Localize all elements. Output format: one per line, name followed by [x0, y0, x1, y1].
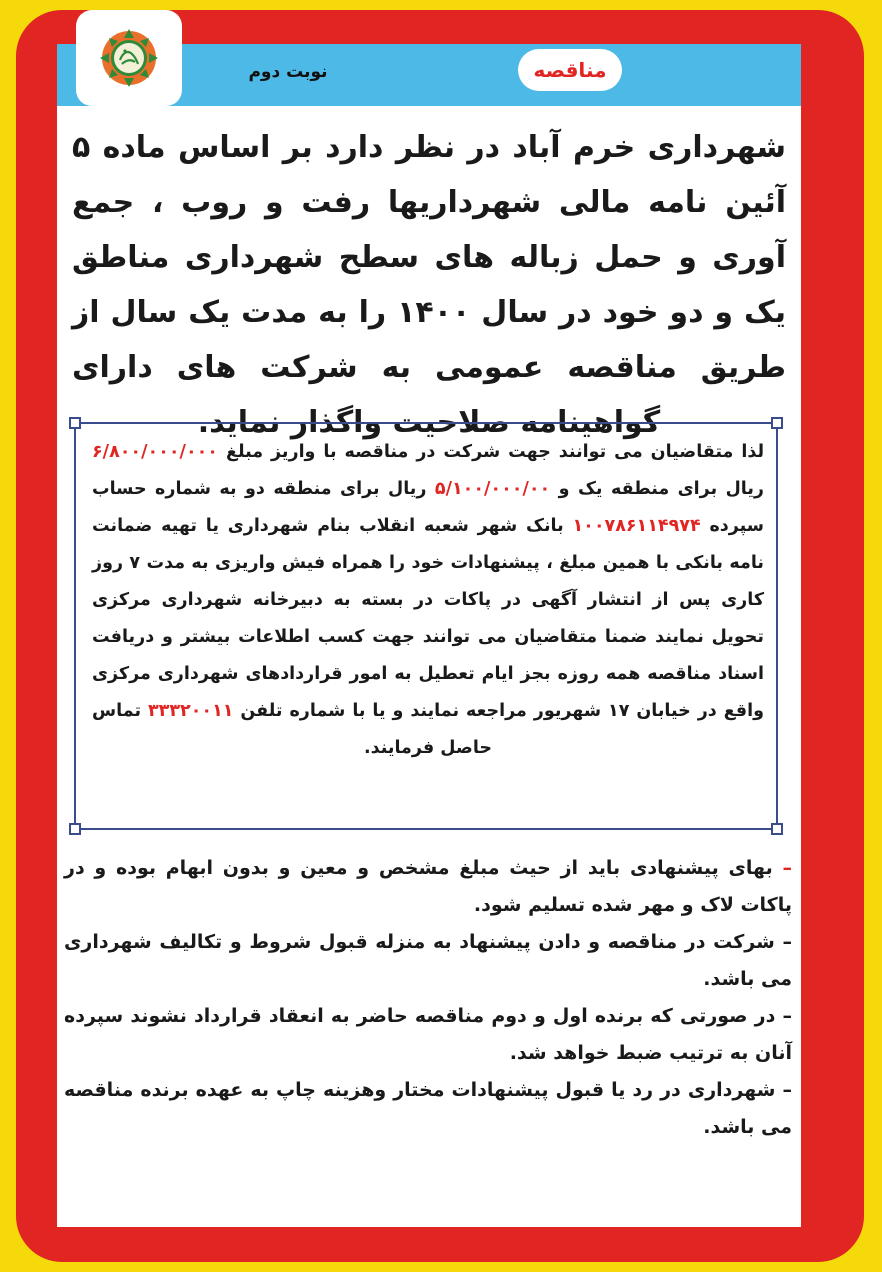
corner-ornament — [69, 417, 81, 429]
bullet-dash: – — [782, 1005, 792, 1027]
account-number: ۱۰۰۷۸۶۱۱۴۹۷۴ — [572, 516, 701, 536]
condition-text: شرکت در مناقصه و دادن پیشنهاد به منزله قبول شروط و تکالیف شهرداری می باشد. — [64, 931, 792, 990]
headline: شهرداری خرم آباد در نظر دارد بر اساس ماده ۵ آئین نامه مالی شهرداریها رفت و روب ، جمع آوری و حمل زباله های سطح شهرداری مناطق یک و دو خود در سال ۱۴۰۰ را به مدت یک سال از طریق مناقصه عمومی به شرکت های دارای گواهینامه صلاحیت واگذار نماید. — [72, 130, 786, 440]
conditions-list — [64, 850, 792, 1146]
condition-item — [64, 850, 792, 924]
municipality-emblem-icon — [98, 27, 160, 89]
tender-badge: مناقصه — [518, 49, 622, 91]
details-body: بانک شهر شعبه انقلاب بنام شهرداری یا تهیه ضمانت نامه بانکی با همین مبلغ ، پیشنهادات خود را همراه فیش واریزی به مدت ۷ روز کاری پس از انتشار آگهی در پاکات در بسته به دبیرخانه شهرداری مرکزی تحویل نمایند ضمنا متقاضیان می توانند جهت کسب اطلاعات بیشتر و دریافت اسناد مناقصه همه روزه بجز ایام تعطیل به امور قراردادهای شهرداری مرکزی واقع در خیابان ۱۷ شهریور مراجعه نمایند و یا با شماره تلفن — [92, 516, 765, 721]
condition-item — [64, 998, 792, 1072]
condition-text: بهای پیشنهادی باید از حیث مبلغ مشخص و معین و بدون ابهام بوده و در پاکات لاک و مهر شده تسلیم شود. — [64, 857, 792, 916]
amount-zone-2: ۵/۱۰۰/۰۰۰/۰۰ — [434, 479, 551, 499]
phone-number: ۳۳۳۲۰۰۱۱ — [148, 701, 234, 721]
corner-ornament — [69, 823, 81, 835]
details-zone-1: ریال برای منطقه یک و — [558, 479, 765, 499]
details-zone-2: ریال برای منطقه دو به شماره حساب سپرده — [92, 479, 765, 536]
bullet-dash: – — [782, 1079, 792, 1101]
details-intro: لذا متقاضیان می توانند جهت شرکت در مناقصه با واریز مبلغ — [225, 442, 765, 462]
condition-item — [64, 924, 792, 998]
condition-item — [64, 1072, 792, 1146]
bullet-dash: – — [782, 931, 792, 953]
condition-text: شهرداری در رد یا قبول پیشنهادات مختار وهزینه چاپ به عهده برنده مناقصه می باشد. — [64, 1079, 792, 1138]
round-label: نوبت دوم — [248, 62, 328, 82]
details-closing: تماس حاصل فرمایند. — [92, 701, 493, 758]
corner-ornament — [771, 417, 783, 429]
amount-zone-1: ۶/۸۰۰/۰۰۰/۰۰۰ — [92, 442, 218, 462]
condition-text: در صورتی که برنده اول و دوم مناقصه حاضر به انعقاد قرارداد نشوند سپرده آنان به ترتیب ضبط خواهد شد. — [64, 1005, 792, 1064]
logo — [76, 10, 182, 106]
corner-ornament — [771, 823, 783, 835]
details-text — [92, 434, 764, 767]
bullet-dash: – — [782, 857, 792, 879]
